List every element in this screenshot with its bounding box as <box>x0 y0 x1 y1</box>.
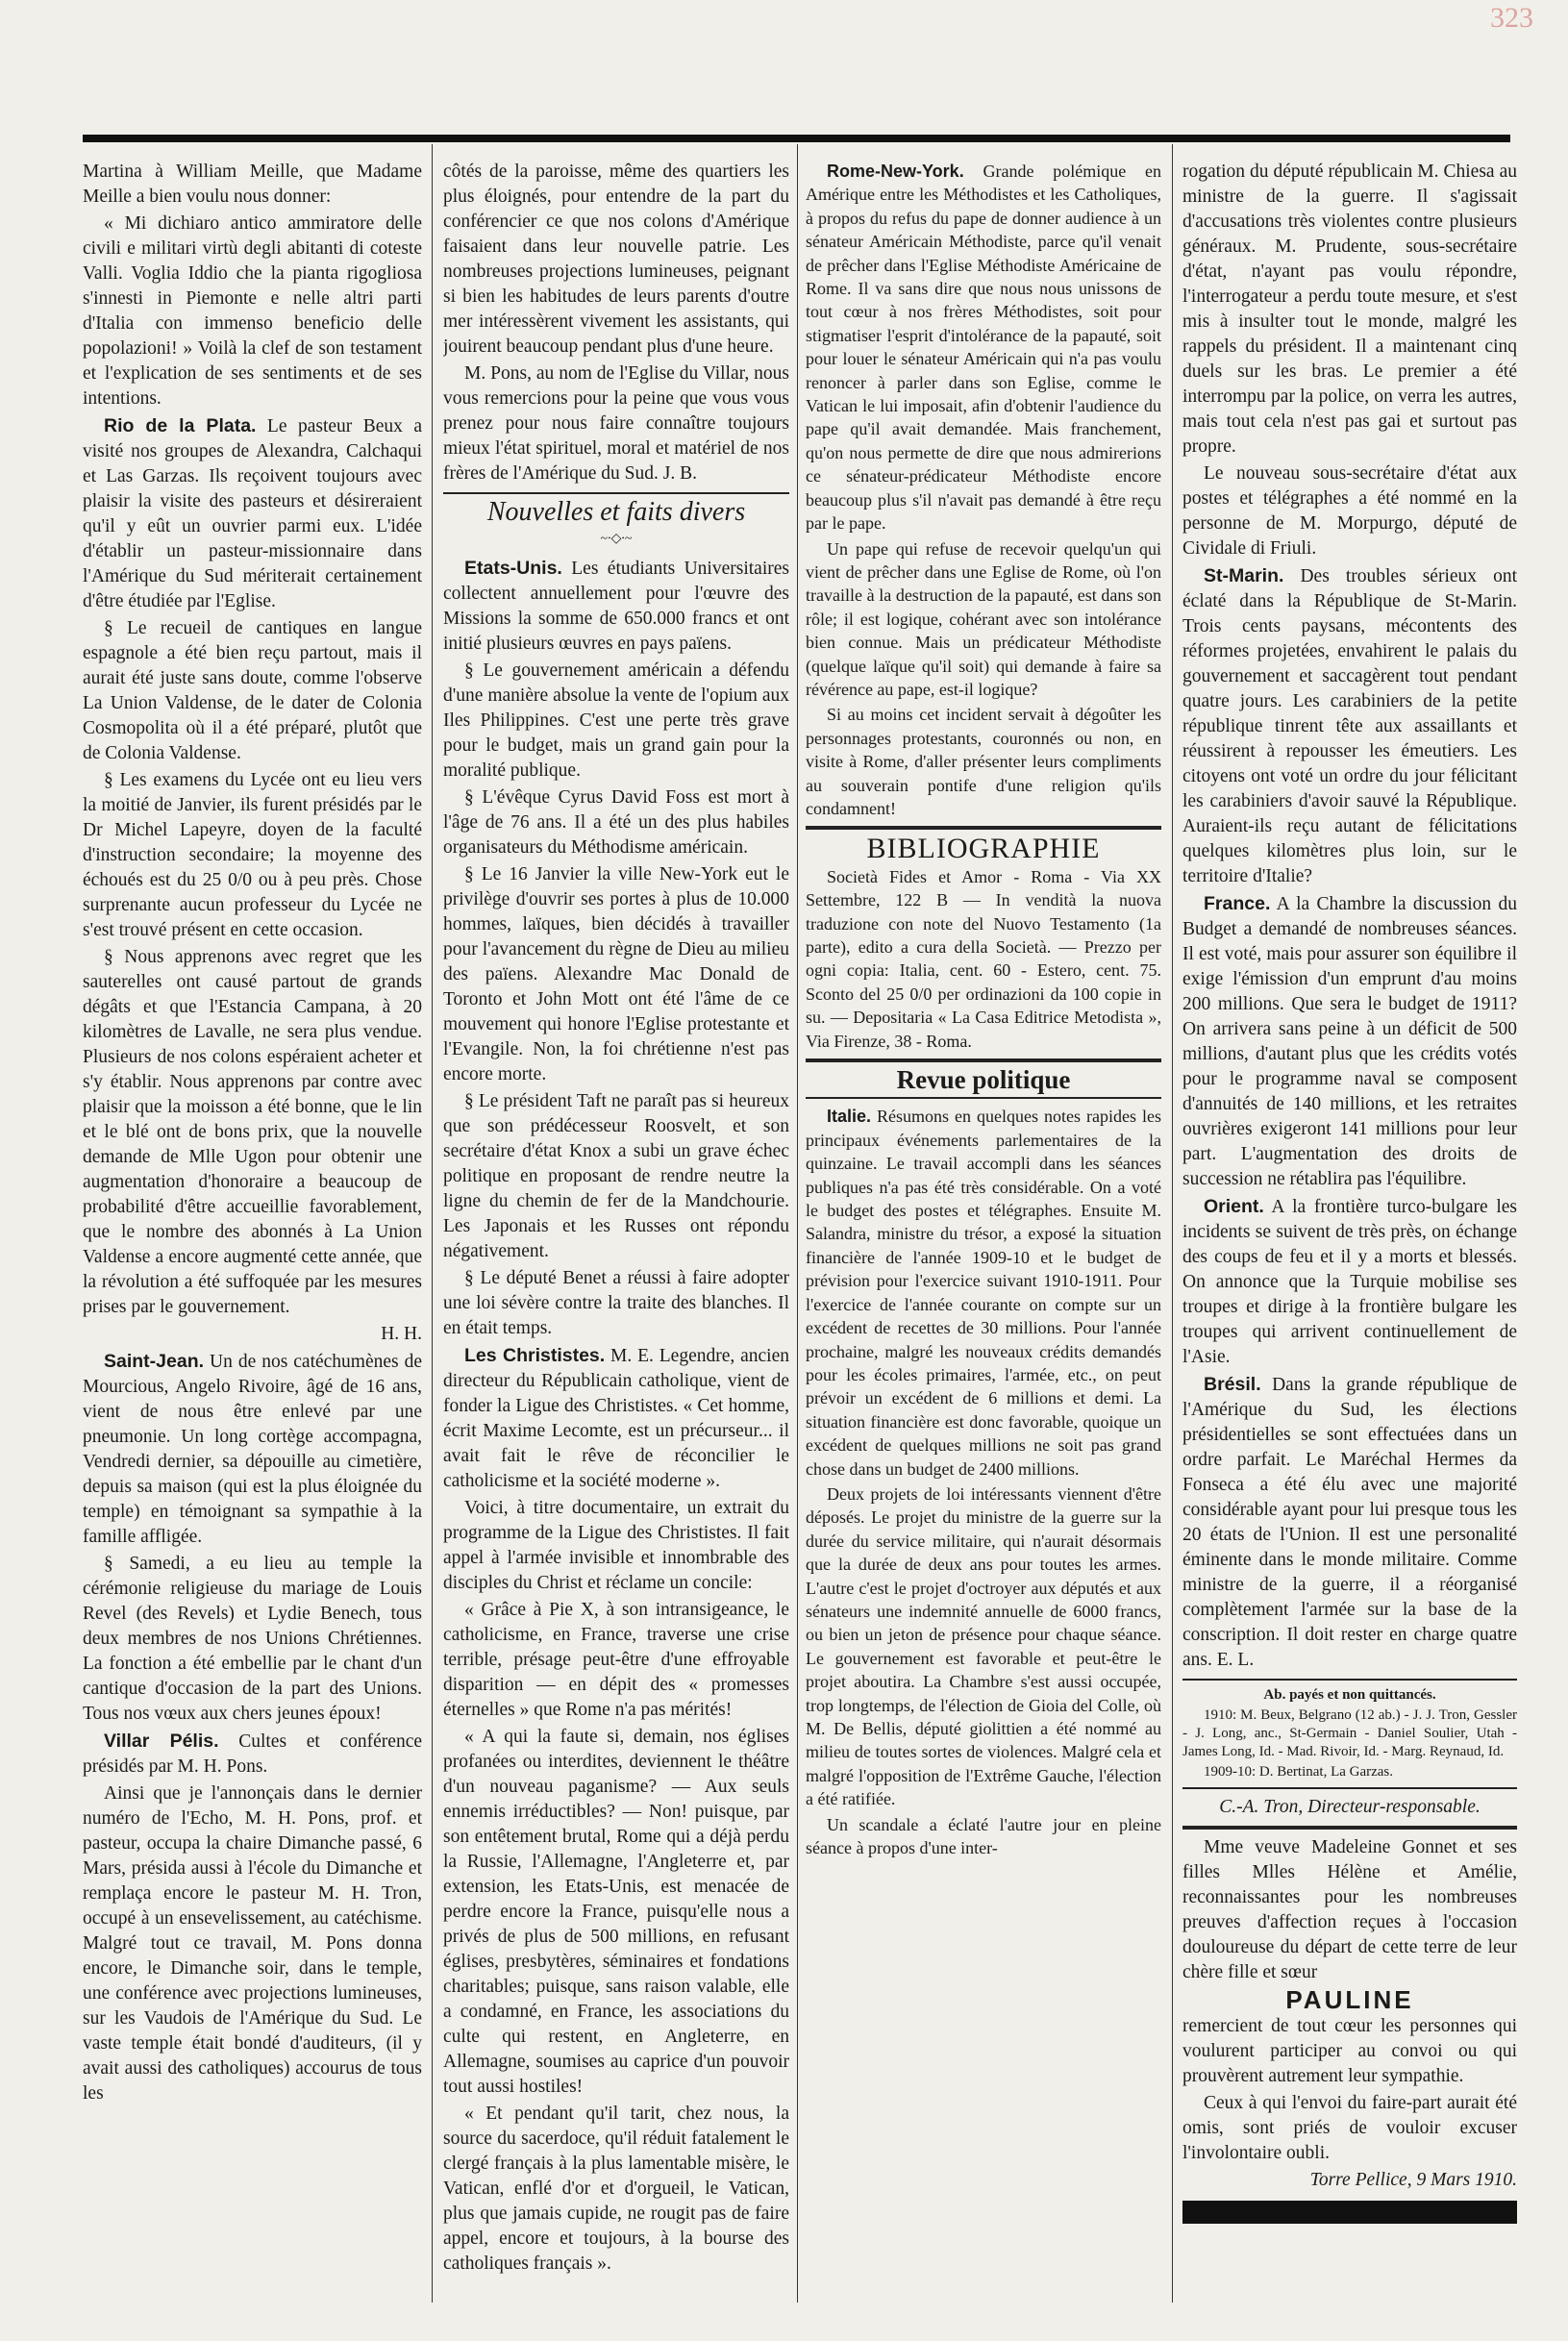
paragraph <box>443 1598 789 1723</box>
paragraph-text: « Et pendant qu'il tarit, chez nous, la source du sacerdoce, qu'il réduit fatalement le clergé français à la plus lamentable misère, le Vatican, enflé d'or et d'orgueil, le Vatican, plus que jamais cupide, ne rougit pas de faire appel, encore et toujours, à la bourse des catholiques français ». <box>443 2104 789 2274</box>
paragraph-text: Des troubles sérieux ont éclaté dans la République de St-Marin. Trois cents paysans, mécontents des réformes projetées, envahirent le palais du gouvernement et saccagèrent tout pendant quatre jours. Les carabiniers de la petite république tinrent tête aux assaillants et réussirent à repousser les émeutiers. Les citoyens ont voté un ordre du jour félicitant les carabiniers d'avoir sauvé la République. Auraient-ils reçu autant de félicitations quelques kilomètres plus loin, sur le territoire d'Italie? <box>1182 566 1517 886</box>
paragraph <box>443 361 789 486</box>
paragraph-text: Deux projets de loi intéressants viennent d'être déposés. Le projet du ministre de la guerre sur la durée du service militaire, qui n'aurait désormais que la durée de deux ans pour toutes les armes. L'autre c'est le projet d'octroyer aux députés et aux sénateurs une indemnité annuelle de 6000 francs, ou bien un jeton de présence pour chaque séance. Le gouvernement est favorable et peut-être le projet aboutira. La Chambre s'est aussi occupée, trop longtemps, de l'élection de Gioia del Colle, où M. De Bellis, député giolittien a été nommé au milieu de toutes sortes de violences. Malgré cela et malgré l'opposition de l'Extrême Gauche, l'élection a été ratifiée. <box>806 1483 1161 1809</box>
page-number: 323 <box>1490 2 1533 34</box>
paragraph-text: § Les examens du Lycée ont eu lieu vers la moitié de Janvier, ils furent présidés par le Dr Michel Lapeyre, doyen de la faculté d'instruction secondaire; la moyenne des échoués est du 25 0/0 ou à peu près. Chose surprenante aucun professeur du Lycée ne s'est trouvé présent en cette occasion. <box>83 770 422 940</box>
divider <box>806 1097 1161 1099</box>
paragraph <box>443 1089 789 1264</box>
paragraph-text: M. Pons, au nom de l'Eglise du Villar, nous vous remercions pour la peine que vous vous prenez pour nous faire connaître toujours mieux l'état spirituel, moral et matériel de nos frères de l'Amérique du Sud. J. B. <box>443 363 789 484</box>
column-rule <box>432 144 433 2303</box>
ornament-divider: ~∙◇∙~ <box>600 532 633 546</box>
paragraph <box>443 1266 789 1341</box>
section-heading: Orient. <box>1204 1196 1264 1217</box>
section-heading: Etats-Unis. <box>464 558 562 579</box>
paragraph-text: Si au moins cet incident servait à dégoûter les personnages protestants, couronnés ou non, en visite à Rome, d'aller présenter leurs compliments au souverain pontife d'une religion qu'ils condamnent! <box>806 705 1161 818</box>
paragraph <box>806 1482 1161 1811</box>
paragraph <box>1182 461 1517 561</box>
paragraph-text: Grande polémique en Amérique entre les Méthodistes et les Catholiques, à propos du refus du pape de donner audience à un sénateur Américain Méthodiste, parce qu'il venait de prêcher dans l'Eglise Méthodiste Américaine de Rome. Il va sans dire que nous nous unissons de tout cœur à nos frères Méthodistes, soit pour stigmatiser l'esprit d'intolérance de la papauté, soit pour louer le sénateur Américain qui n'a pas voulu renoncer à parler dans son Eglise, comme le Vatican le lui imposait, afin d'obtenir l'audience du pape qu'il avait demandée. Mais franchement, qu'on nous permette de dire que nous admirerions ce sénateur-prédicateur Méthodiste encore beaucoup plus s'il n'avait pas demandé à être reçu par le pape. <box>806 162 1161 534</box>
paragraph-text: rogation du député républicain M. Chiesa au ministre de la guerre. Il s'agissait d'accusations très violentes contre plusieurs généraux. M. Prudente, sous-secrétaire d'état, n'ayant pas voulu répondre, l'interrogateur a perdu toute mesure, et s'est mis à insulter tout le monde, malgré les rappels du président. Il a maintenant cinq duels sur les bras. Le premier a été interrompu par la police, on verra les autres, mais tout cela n'est pas gai et surtout pas propre. <box>1182 162 1517 457</box>
paragraph-text: H. H. <box>381 1324 422 1344</box>
divider <box>1182 1679 1517 1681</box>
paragraph <box>1182 1194 1517 1370</box>
paragraph-text: M. E. Legendre, ancien directeur du Républicain catholique, vient de fonder la Ligue des Christistes. « Cet homme, écrit Maxime Lecomte, est un précurseur... il avait fait le rêve de réconcilier le catholicisme et la société moderne ». <box>443 1346 789 1491</box>
director-line: C.-A. Tron, Directeur-responsable. <box>1219 1797 1481 1817</box>
paragraph-text: Un scandale a éclaté l'autre jour en pleine séance à propos d'une inter- <box>806 1814 1161 1858</box>
paragraph <box>443 556 789 657</box>
paragraph <box>443 1496 789 1596</box>
paragraph <box>1182 891 1517 1192</box>
paid-line: 1910: M. Beux, Belgrano (12 ab.) - J. J. Tron, Gessler - J. Long, anc., St-Germain - Daniel Soulier, Utah - James Long, Id. - Mad. Rivoir, Id. - Marg. Reynaud, Id. <box>1182 1707 1517 1759</box>
divider <box>1182 1826 1517 1830</box>
divider <box>806 826 1161 830</box>
section-heading: Saint-Jean. <box>104 1351 205 1372</box>
column-3-articles <box>806 160 1161 820</box>
column-4 <box>1182 160 1517 2303</box>
paragraph-text: Résumons en quelques notes rapides les principaux événements parlementaires de la quinzaine. Le travail accompli dans les séances publiques n'a pas été très considérable. On a voté le budget des postes et télégraphes. Ensuite M. Salandra, ministre du trésor, a exposé la situation financière de l'année 1909-10 et le budget de prévision pour l'exercice suivant 1910-1911. Pour l'exercice de l'année courante on compte sur un excédent de recettes de 30 millions. Pour l'année prochaine, malgré les nouveaux crédits demandés pour les écoles primaires, l'armée, etc., on peut prévoir un excédent de 6 millions et demi. La situation financière est donc favorable, quoique un excédent de quelques millions ne soit pas grand chose dans un budget de 2400 millions. <box>806 1107 1161 1479</box>
paragraph <box>83 1552 422 1727</box>
paragraph <box>83 1729 422 1780</box>
paragraph <box>806 1105 1161 1481</box>
paragraph-text: Ainsi que je l'annonçais dans le dernier numéro de l'Echo, M. H. Pons, prof. et pasteur, occupa la chaire Dimanche passé, 6 Mars, présida aussi à l'école du Dimanche et remplaça encore le pasteur M. H. Tron, occupé à un ensevelissement, au catéchisme. Malgré tout ce travail, M. Pons donna encore, le Dimanche soir, dans le temple, une conférence avec projections lumineuses, sur les Vaudois de l'Amérique du Sud. Le vaste temple était bondé d'auditeurs, (il y avait aussi des catholiques) accourus de tous les <box>83 1783 422 2104</box>
paragraph <box>83 212 422 411</box>
section-heading: Les Christistes. <box>464 1345 606 1366</box>
paragraph <box>1182 563 1517 889</box>
paragraph <box>83 1349 422 1550</box>
paragraph <box>443 659 789 784</box>
section-heading: St-Marin. <box>1204 565 1284 586</box>
news-section <box>443 556 789 2277</box>
revue-heading: Revue politique <box>896 1065 1071 1095</box>
black-bar <box>1182 2201 1517 2224</box>
paragraph <box>83 768 422 943</box>
section-heading: Italie. <box>827 1107 872 1127</box>
paragraph <box>806 537 1161 702</box>
paragraph-text: Voici, à titre documentaire, un extrait du programme de la Ligue des Christistes. Il fait appel à l'armée invisible et innombrable des disciples du Christ et réclame un concile: <box>443 1498 789 1593</box>
column-rule <box>1172 144 1173 2303</box>
paragraph-text: § Le recueil de cantiques en langue espagnole a été bien reçu partout, mais il aurait été juste sans doute, comme l'observe La Union Valdense, de le dater de Colonia Cosmopolita où il a été préparé, plutôt que de Colonia Valdense. <box>83 618 422 763</box>
column-2 <box>443 160 789 2303</box>
bibliography-text: Società Fides et Amor - Roma - Via XX Settembre, 122 B — In vendità la nuova traduzione con note del Nuovo Testamento (1a parte), edito a cura della Società. — Prezzo per ogni copia: Italia, cent. 60 - Estero, cent. 75. Sconto del 25 0/0 per ordinazioni da 100 copie in su. — Depositaria « La Casa Editrice Metodista », Via Firenze, 38 - Roma. <box>806 866 1161 1051</box>
section-heading: Rio de la Plata. <box>104 415 257 436</box>
section-heading: Brésil. <box>1204 1374 1261 1395</box>
column-rule <box>797 144 798 2303</box>
paragraph <box>443 785 789 860</box>
divider <box>806 1058 1161 1062</box>
paragraph-text: § Le député Benet a réussi à faire adopter une loi sévère contre la traite des blanches. Il en était temps. <box>443 1268 789 1338</box>
section-heading: Rome-New-York. <box>827 162 964 181</box>
paragraph-text: § Le gouvernement américain a défendu d'une manière absolue la vente de l'opium aux Iles Philippines. C'est une perte très grave pour le budget, mais un grand gain pour la moralité publique. <box>443 660 789 781</box>
paragraph-text: § Le 16 Janvier la ville New-York eut le privilège d'ouvrir ses portes à plus de 10.000 hommes, laïques, bien décidés à travailler pour l'avancement du règne de Dieu au milieu des païens. Alexandre Mac Donald de Toronto et John Mott ont été l'âme de ce mouvement qui honore l'Eglise protestante et l'Evangile. Non, la foi chrétienne n'est pas encore morte. <box>443 864 789 1084</box>
paragraph <box>443 862 789 1087</box>
paragraph-text: « Mi dichiaro antico ammiratore delle civili e militari virtù degli abitanti di coteste Valli. Voglia Iddio che la pianta rigogliosa s'innesti in Piemonte e nelle altri parti d'Italia con immenso beneficio delle popolazioni! » Voilà la clef de son testament et l'explication de ses sentiments et de ses intentions. <box>83 213 422 409</box>
paragraph <box>443 2102 789 2277</box>
paragraph <box>806 1813 1161 1860</box>
paragraph-text: A la frontière turco-bulgare les incidents se suivent de très près, on échange des coups de feu et il y a morts et blessés. On annonce que la Turquie mobilise ses troupes et dirige à la frontière bulgare les troupes qui arrivent continuellement de l'Asie. <box>1182 1197 1517 1367</box>
paragraph-text: § Nous apprenons avec regret que les sauterelles ont causé partout de grands dégâts et que l'Estancia Campana, à 20 kilomètres de Lavalle, ne sera plus vendue. Plusieurs de nos colons espéraient acheter et s'y établir. Nous apprenons par contre avec plaisir que la moisson a été bonne, que le lin et le blé ont de bons prix, que la nouvelle demande de Mlle Ugon pour obtenir une augmentation d'honoraire a beaucoup de probabilité d'être accueillie favorablement, que le nombre des abonnés à La Union Valdense a encore augmenté cette année, que la révolution a été suffoquée par les mesures prises par le gouvernement. <box>83 947 422 1317</box>
paragraph <box>1182 1372 1517 1673</box>
column-1 <box>83 160 422 2303</box>
paragraph <box>83 616 422 766</box>
notice-body: remercient de tout cœur les personnes qui voulurent participer au convoi ou qui prouvèrent autrement leur sympathie. <box>1182 2016 1517 2086</box>
top-rule <box>83 135 1510 142</box>
paragraph-text: Cultes et conférence présidés par M. H. Pons. <box>83 1731 422 1777</box>
paid-subscriptions-heading: Ab. payés et non quittancés. <box>1263 1687 1436 1703</box>
paragraph-text: Un pape qui refuse de recevoir quelqu'un qui vient de prêcher dans une Eglise de Rome, où l'on travaille à la destruction de la papauté, est dans son rôle; il est logique, cohérant avec son intolérance bien connue. Mais un prédicateur Méthodiste (quelque laïque qu'il soit) qui demande à faire sa révérence au pape, est-il logique? <box>806 538 1161 699</box>
paid-line: 1909-10: D. Bertinat, La Garzas. <box>1204 1764 1394 1780</box>
paragraph <box>1182 160 1517 460</box>
paragraph-text: côtés de la paroisse, même des quartiers les plus éloignés, pour entendre de la part du conférencier ce que nos colons d'Amérique faisaient dans leur nouvelle patrie. Les nombreuses projections lumineuses, peignant si bien les habitudes de leurs parents d'outre mer intéressèrent vivement les assistants, qui jouirent beaucoup pendant plus d'une heure. <box>443 162 789 357</box>
paragraph <box>806 160 1161 535</box>
paragraph-text: § Le président Taft ne paraît pas si heureux que son prédécesseur Roosvelt, et son secrétaire d'état Knox a subi un grave échec politique en proposant de rendre neutre la ligne du chemin de fer de la Mandchourie. Les Japonais et les Russes ont répondu négativement. <box>443 1091 789 1261</box>
divider <box>1182 1787 1517 1789</box>
revue-section <box>806 1105 1161 1859</box>
paragraph-text: « Grâce à Pie X, à son intransigeance, le catholicisme, en France, traverse une crise terrible, présage peut-être d'une effroyable disparition — en dépit des « promesses éternelles » que Rome n'a pas mérités! <box>443 1600 789 1720</box>
bibliography-heading: BIBLIOGRAPHIE <box>866 833 1101 865</box>
paragraph <box>83 413 422 614</box>
column-4-articles <box>1182 160 1517 1673</box>
notice-intro: Mme veuve Madeleine Gonnet et ses filles Mlles Hélène et Amélie, reconnaissantes pour les nombreuses preuves d'affection reçues à l'occasion douloureuse du départ de cette terre de leur chère fille et sœur <box>1182 1837 1517 1982</box>
column-2-top <box>443 160 789 486</box>
paragraph-text: Le pasteur Beux a visité nos groupes de Alexandra, Calchaqui et Las Garzas. Ils reçoivent toujours avec plaisir la visite des pasteurs et désireraient qu'il y eût un ouvrier parmi eux. L'idée d'établir un pasteur-missionnaire dans l'Amérique du Sud mériterait certainement d'être étudiée par l'Eglise. <box>83 416 422 611</box>
section-heading: France. <box>1204 893 1271 914</box>
notice-body-2: Ceux à qui l'envoi du faire-part aurait été omis, sont priés de vouloir excuser l'involontaire oubli. <box>1182 2093 1517 2163</box>
paragraph <box>443 160 789 360</box>
paragraph-text: Martina à William Meille, que Madame Meille a bien voulu nous donner: <box>83 162 422 207</box>
paragraph-text: Le nouveau sous-secrétaire d'état aux postes et télégraphes a été nommé en la personne de M. Morpurgo, député de Cividale di Friuli. <box>1182 463 1517 559</box>
paragraph-text: Les étudiants Universitaires collectent annuellement pour l'œuvre des Missions la somme de 650.000 francs et ont initié plusieurs œuvres en pays païens. <box>443 559 789 654</box>
paragraph <box>443 1343 789 1494</box>
paragraph <box>83 945 422 1320</box>
paragraph-text: « A qui la faute si, demain, nos églises profanées ou interdites, deviennent le théâtre d'un nouveau paganisme? — Aux seuls ennemis irréductibles? — Non! puisque, par son entêtement brutal, Rome qui a déjà perdu la Russie, l'Allemagne, l'Angleterre et, par extension, les Etats-Unis, est menacée de perdre encore la France, puisqu'elle nous a privés de plus de 500 millions, en refusant églises, presbytères, séminaires et fondations charitables; puisque, sans raison valable, elle a condamné, en France, les associations du culte qui restent, en Angleterre, en Allemagne, soumises au caprice d'un pouvoir tout aussi hostiles! <box>443 1727 789 2097</box>
notice-name: PAULINE <box>1285 1985 1414 2014</box>
paragraph <box>83 1781 422 2106</box>
paragraph-text: § L'évêque Cyrus David Foss est mort à l'âge de 76 ans. Il a été un des plus habiles organisateurs du Méthodisme américain. <box>443 787 789 858</box>
paragraph <box>806 703 1161 820</box>
paragraph-text: Un de nos catéchumènes de Mourcious, Angelo Rivoire, âgé de 16 ans, vient de nous être enlevé par une pneumonie. Un long cortège accompagna, Vendredi dernier, sa dépouille au cimetière, depuis sa maison (qui est la plus éloignée du temple) en témoignant sa sympathie à la famille affligée. <box>83 1352 422 1547</box>
paragraph <box>83 1322 422 1347</box>
paragraph-text: A la Chambre la discussion du Budget a demandé de nombreuses séances. Il est voté, mais pour assurer son équilibre il exige l'émission d'un emprunt d'au moins 200 millions. Que sera le budget de 1911? On arrivera sans peine à un déficit de 500 millions, d'autant plus que les crédits votés pour le programme naval se composent d'annuités de 140 millions, et les retraites ouvrières exigeront 141 millions pour leur part. L'augmentation des droits de succession ne rétablira pas l'équilibre. <box>1182 894 1517 1189</box>
section-heading: Villar Pélis. <box>104 1731 219 1752</box>
column-3 <box>806 160 1161 2303</box>
paragraph <box>83 160 422 210</box>
paragraph-text: Dans la grande république de l'Amérique du Sud, les élections présidentielles se sont effectuées dans un ordre parfait. Le Maréchal Hermes da Fonseca a été élu avec une majorité considérable ayant pour lui presque tous les 20 états de l'Union. Il est une personalité éminente dans le monde militaire. Comme ministre de la guerre, il a réorganisé complètement l'armée sur la base de la conscription. Il doit rester en charge quatre ans. E. L. <box>1182 1375 1517 1670</box>
paragraph-text: § Samedi, a eu lieu au temple la cérémonie religieuse du mariage de Louis Revel (des Revels) et Lydie Benech, tous deux membres de nos Unions Chrétiennes. La fonction a été embellie par le chant d'un cantique d'occasion de la part des Unions. Tous nos vœux aux chers jeunes époux! <box>83 1554 422 1724</box>
divider <box>443 492 789 494</box>
news-heading: Nouvelles et faits divers <box>486 497 746 527</box>
paragraph <box>443 1725 789 2100</box>
notice-place-date: Torre Pellice, 9 Mars 1910. <box>1309 2170 1517 2190</box>
